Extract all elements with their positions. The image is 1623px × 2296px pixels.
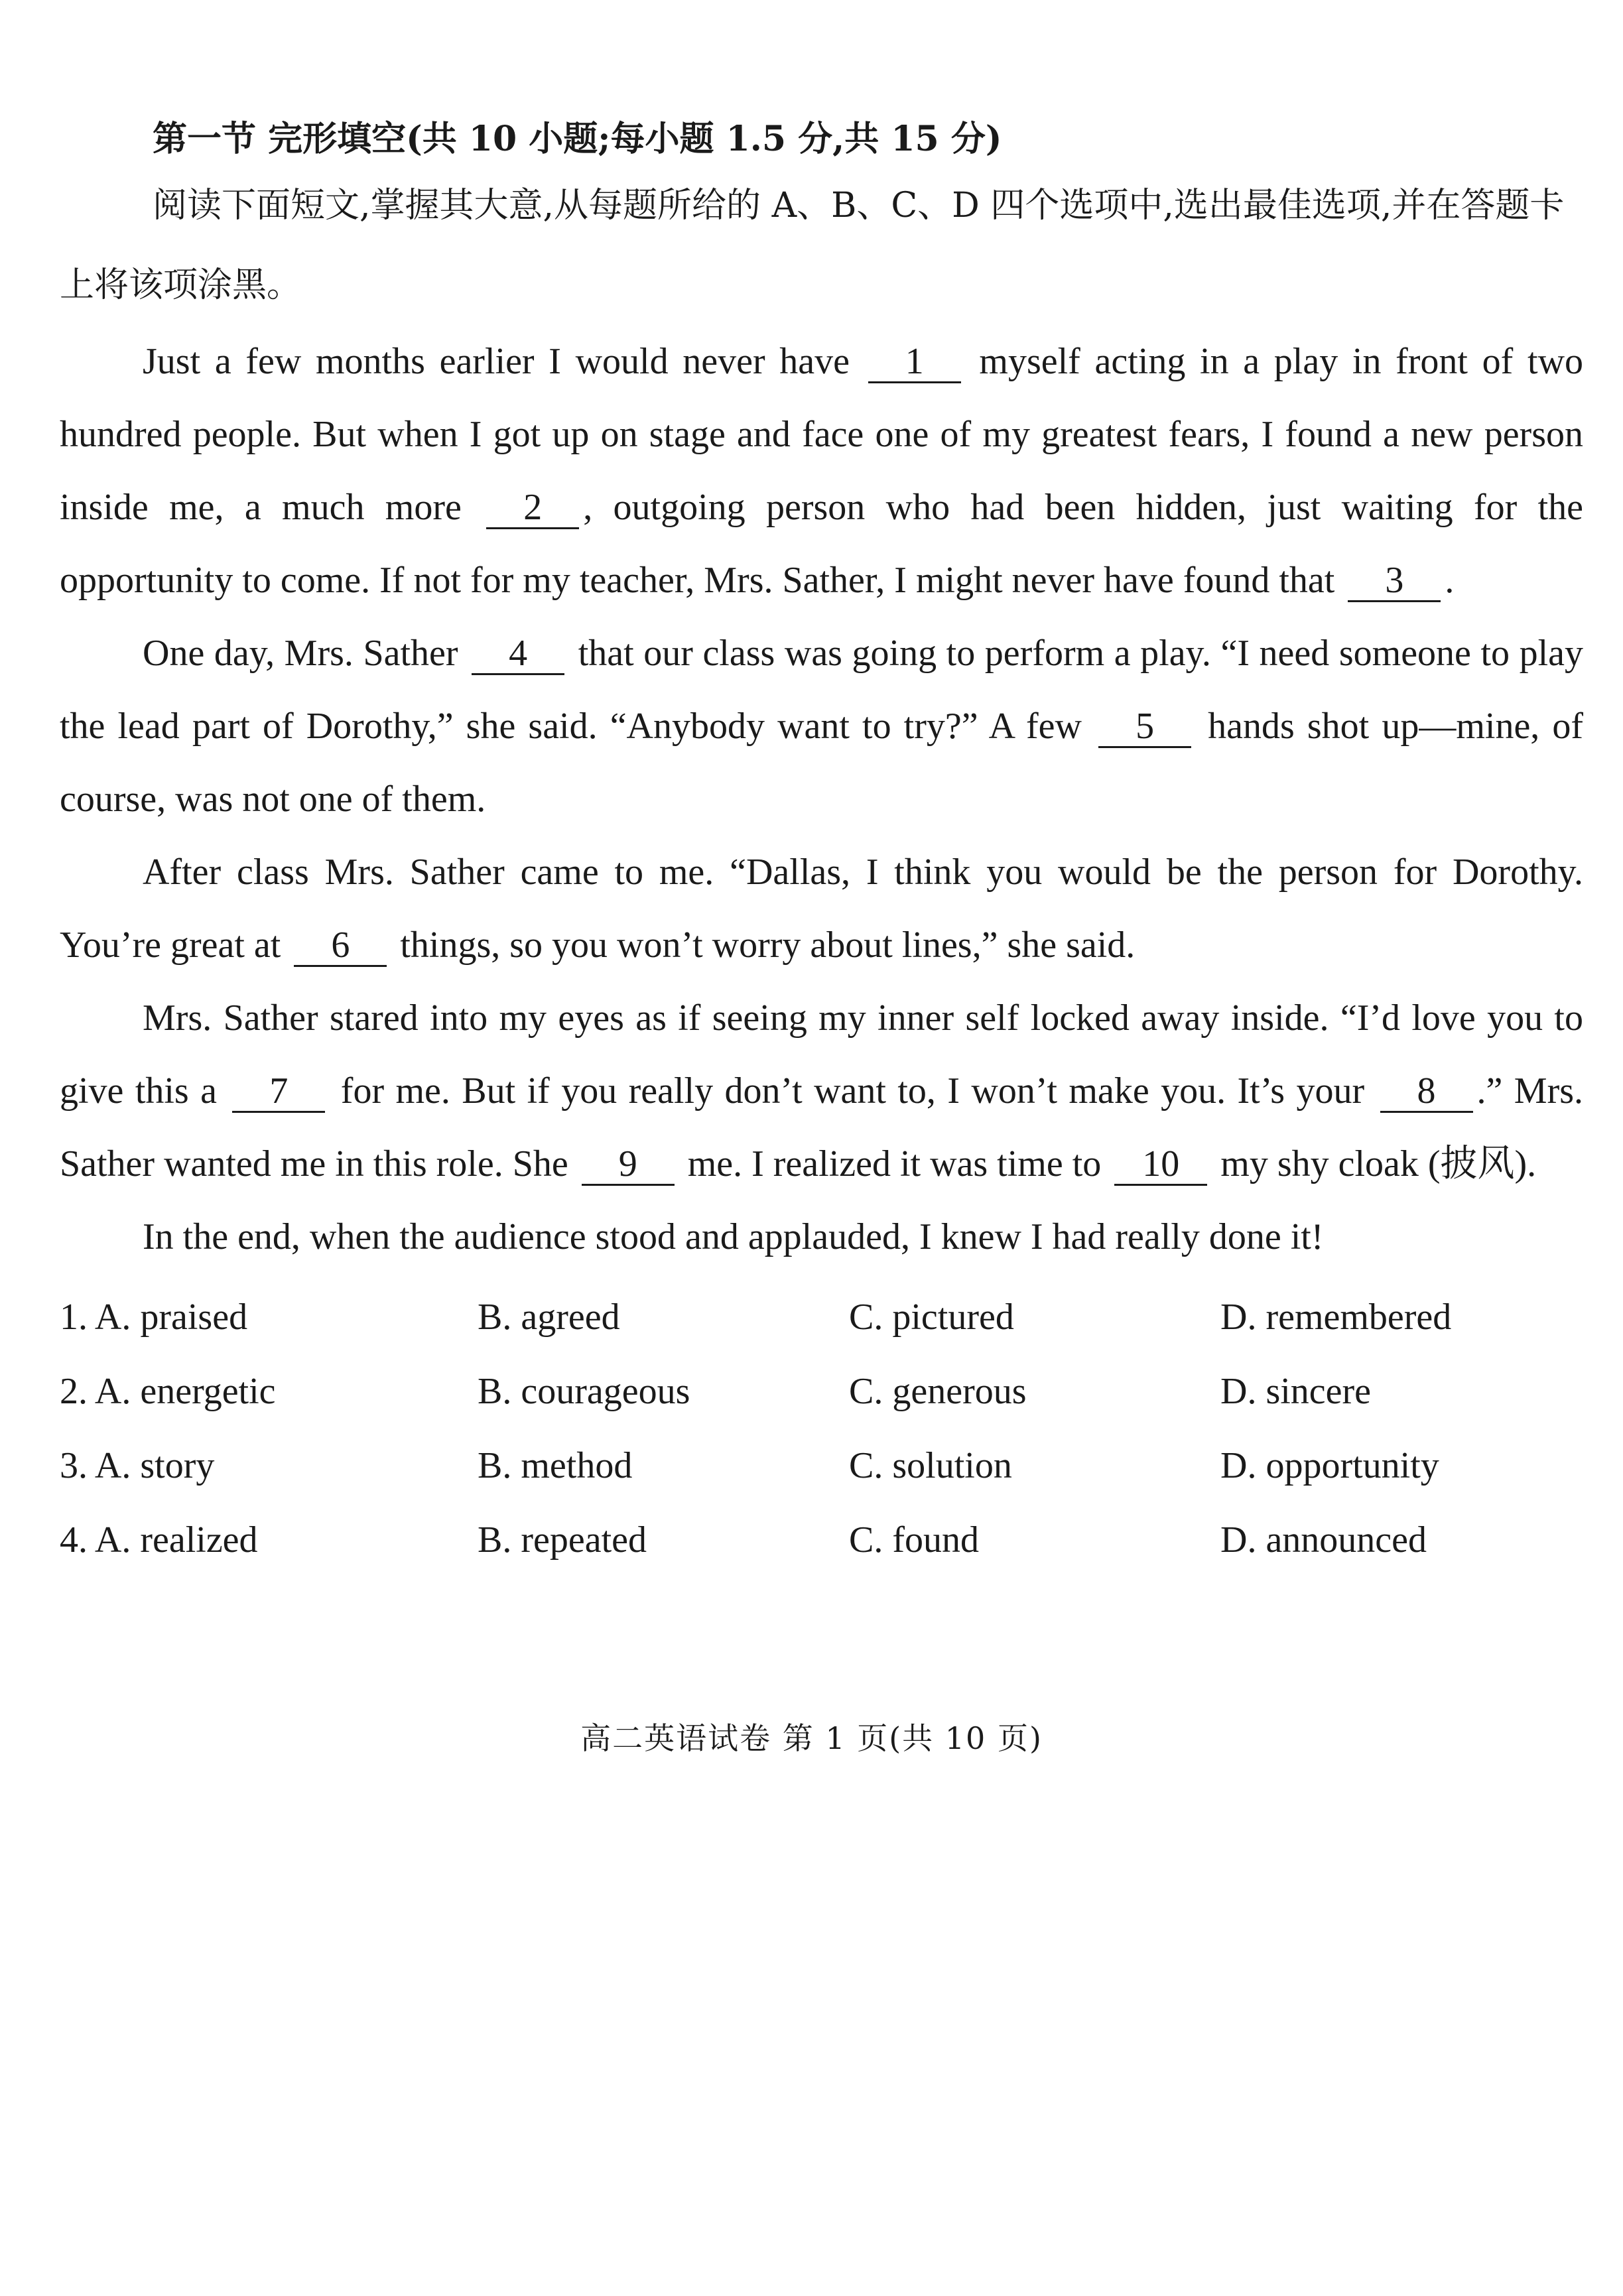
passage-text: myself acting in a play in front of two hundred people. But when I got up on stage and face one of my greatest fears, I found a new person inside me, a much more bbox=[60, 341, 1584, 528]
option-d: D. remembered bbox=[1220, 1297, 1452, 1338]
blank-10: 10 bbox=[1114, 1144, 1207, 1186]
passage-paragraph-2 bbox=[60, 617, 1583, 836]
option-a: 1. A. praised bbox=[60, 1297, 248, 1338]
blank-4: 4 bbox=[472, 633, 564, 675]
blank-1: 1 bbox=[868, 342, 961, 383]
section-title: 第一节 完形填空(共 10 小题;每小题 1.5 分,共 15 分) bbox=[153, 119, 1002, 159]
passage-text: things, so you won’t worry about lines,” she said. bbox=[400, 925, 1136, 966]
option-b: B. agreed bbox=[478, 1297, 620, 1338]
option-d: D. sincere bbox=[1220, 1371, 1372, 1412]
passage-text: Mrs. Sather stared into my eyes as if seeing my inner self locked away inside. “I’d love you to give this a bbox=[60, 997, 1583, 1112]
blank-7: 7 bbox=[232, 1071, 325, 1113]
blank-2: 2 bbox=[486, 487, 579, 529]
option-d: D. announced bbox=[1220, 1519, 1427, 1561]
passage-text: .” Mrs. Sather wanted me in this role. She bbox=[60, 1070, 1584, 1184]
passage-text: After class Mrs. Sather came to me. “Dallas, I think you would be the person for Dorothy. You’re great at bbox=[60, 852, 1583, 966]
passage-text: In the end, when the audience stood and applauded, I knew I had really done it! bbox=[143, 1216, 1324, 1257]
passage-paragraph-1 bbox=[60, 325, 1583, 617]
passage-text: hands shot up—mine, of course, was not one of them. bbox=[60, 706, 1584, 820]
option-c: C. solution bbox=[849, 1445, 1012, 1486]
passage-text: , outgoing person who had been hidden, just waiting for the opportunity to come. If not for my teacher, Mrs. Sather, I might never have found that bbox=[60, 487, 1583, 601]
option-c: C. generous bbox=[849, 1371, 1027, 1412]
passage-text: One day, Mrs. Sather bbox=[143, 633, 458, 674]
passage-paragraph-5 bbox=[60, 1200, 1583, 1273]
option-a: 4. A. realized bbox=[60, 1519, 258, 1561]
section-instruction: 阅读下面短文,掌握其大意,从每题所给的 A、B、C、D 四个选项中,选出最佳选项,并在答题卡上将该项涂黑。 bbox=[60, 186, 1565, 305]
option-row-3 bbox=[60, 1429, 1583, 1503]
passage-paragraph-3 bbox=[60, 836, 1583, 982]
blank-5: 5 bbox=[1098, 706, 1191, 748]
blank-3: 3 bbox=[1348, 560, 1441, 602]
option-row-1 bbox=[60, 1280, 1583, 1354]
passage-text: . bbox=[1445, 560, 1455, 601]
option-row-2 bbox=[60, 1354, 1583, 1429]
page-footer: 高二英语试卷 第 1 页(共 10 页) bbox=[580, 1720, 1043, 1756]
option-c: C. pictured bbox=[849, 1297, 1014, 1338]
option-b: B. courageous bbox=[478, 1371, 690, 1412]
passage-text: me. I realized it was time to bbox=[687, 1143, 1102, 1184]
passage-text: Just a few months earlier I would never have bbox=[143, 341, 850, 382]
option-row-4 bbox=[60, 1503, 1583, 1577]
passage-paragraph-4 bbox=[60, 982, 1583, 1200]
blank-9: 9 bbox=[582, 1144, 675, 1186]
option-b: B. repeated bbox=[478, 1519, 647, 1561]
option-d: D. opportunity bbox=[1220, 1445, 1439, 1486]
option-a: 2. A. energetic bbox=[60, 1371, 276, 1412]
blank-6: 6 bbox=[294, 925, 387, 967]
passage-text: that our class was going to perform a play. “I need someone to play the lead part of Dorothy,” she said. “Anybody want to try?” A few bbox=[60, 633, 1584, 747]
answer-options bbox=[60, 1280, 1583, 1577]
cloze-passage bbox=[60, 325, 1583, 1273]
option-b: B. method bbox=[478, 1445, 633, 1486]
blank-8: 8 bbox=[1380, 1071, 1473, 1113]
option-a: 3. A. story bbox=[60, 1445, 215, 1486]
option-c: C. found bbox=[849, 1519, 979, 1561]
passage-text: my shy cloak (披风). bbox=[1220, 1143, 1537, 1184]
passage-text: for me. But if you really don’t want to, I won’t make you. It’s your bbox=[340, 1070, 1365, 1112]
